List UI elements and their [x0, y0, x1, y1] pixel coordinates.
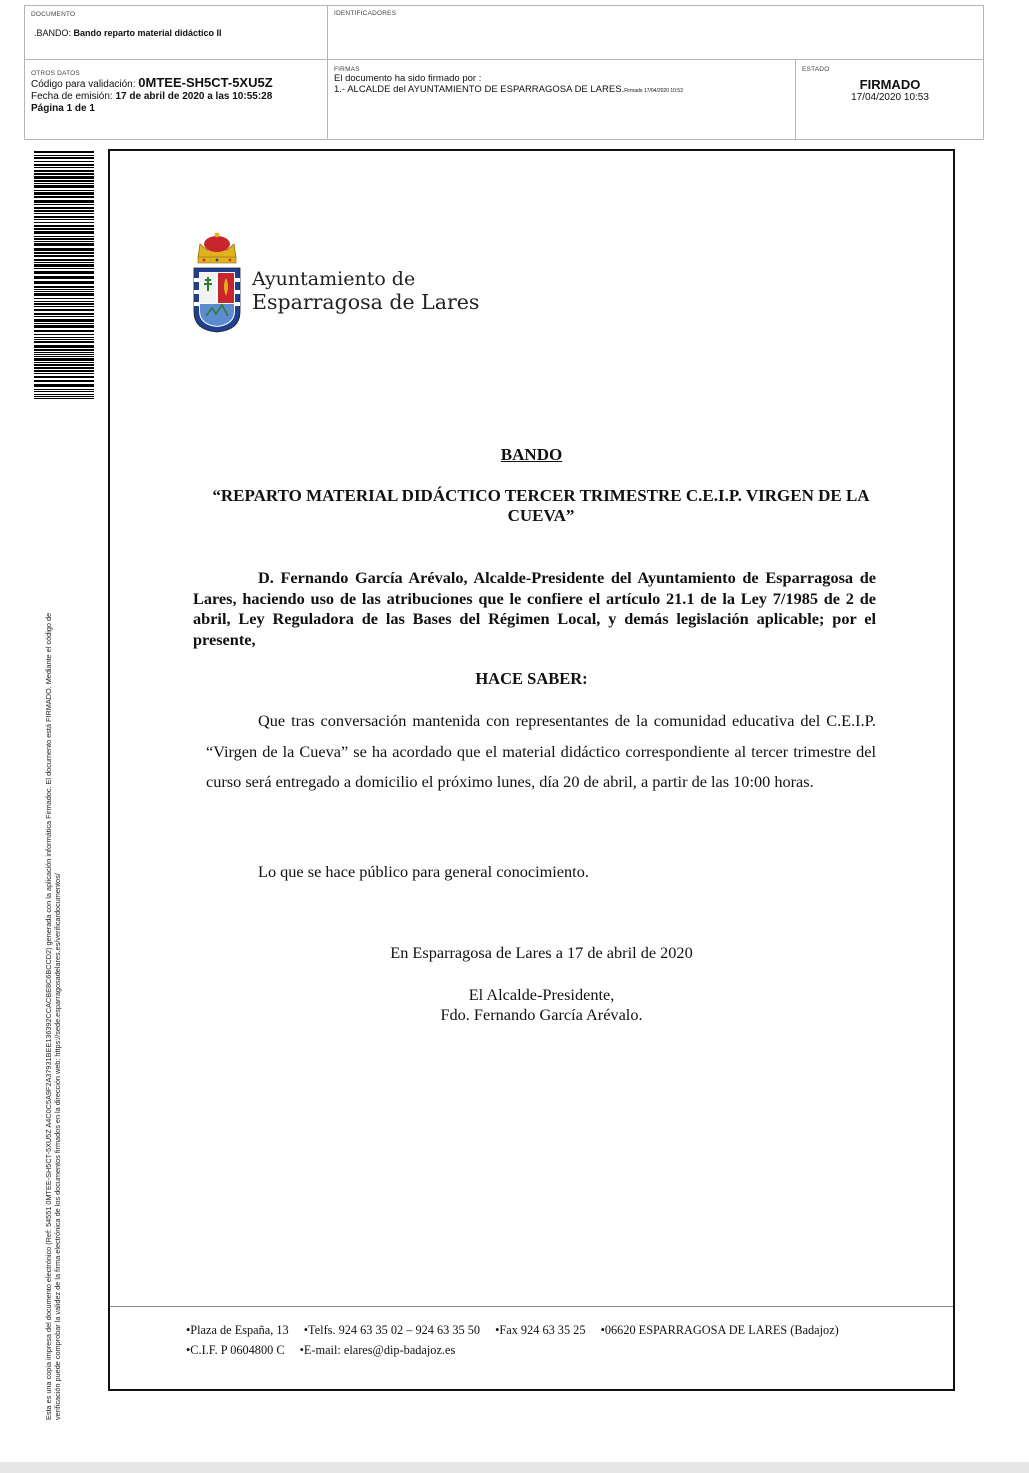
barcode-bar	[34, 185, 94, 188]
barcode-bar	[34, 389, 94, 390]
documento-title	[34, 28, 321, 38]
letterhead-line1: Ayuntamiento de	[252, 268, 416, 290]
firmado-timestamp: Firmado 17/04/2020 10:53	[624, 88, 683, 94]
barcode-bar	[34, 183, 94, 184]
barcode-bar	[34, 231, 94, 234]
barcode-bar	[34, 241, 94, 242]
estado-cell	[796, 60, 984, 140]
barcode-bar	[34, 207, 94, 209]
otros-datos-label: OTROS DATOS	[31, 70, 80, 77]
barcode-bar	[34, 157, 94, 159]
barcode-bar	[34, 151, 94, 153]
barcode-bar	[34, 396, 94, 397]
bando-subject: “REPARTO MATERIAL DIDÁCTICO TERCER TRIMESTRE C.E.I.P. VIRGEN DE LA CUEVA”	[212, 486, 870, 525]
place-date-line: En Esparragosa de Lares a 17 de abril de 2020	[390, 943, 693, 962]
barcode-bar	[34, 196, 94, 198]
barcode-bar	[34, 370, 94, 372]
barcode-bar	[34, 243, 94, 246]
firmas-line1: El documento ha sido firmado por :	[334, 73, 482, 84]
barcode-bar	[34, 219, 94, 220]
barcode-bar	[34, 352, 94, 353]
barcode-bar	[34, 164, 94, 166]
footer-fax: •Fax 924 63 35 25	[495, 1323, 586, 1337]
barcode-bar	[34, 303, 94, 305]
footer-postal: •06620 ESPARRAGOSA DE LARES (Badajoz)	[600, 1323, 839, 1337]
documento-name: Bando reparto material didáctico II	[73, 28, 222, 38]
barcode-bar	[34, 293, 94, 296]
barcode-bar	[34, 330, 94, 332]
side-text-line2: verificación puede comprobar la validez de la firma electrónica de los documentos firmados en la dirección web: https://sede.esparragosadelares.es/verificardocumentos/	[53, 873, 62, 1420]
barcode-bar	[34, 204, 94, 205]
barcode-bar	[34, 190, 94, 191]
barcode-bar	[34, 306, 94, 307]
barcode-bar	[34, 398, 94, 399]
footer-email: •E-mail: elares@dip-badajoz.es	[299, 1343, 456, 1357]
barcode	[34, 151, 94, 399]
signature-title: El Alcalde-Presidente,	[468, 985, 615, 1004]
documento-cell	[25, 6, 328, 60]
barcode-bar	[34, 301, 94, 302]
barcode-bar	[34, 319, 94, 322]
documento-prefix: .BANDO:	[34, 28, 74, 38]
barcode-bar	[34, 255, 94, 257]
barcode-bar	[34, 276, 94, 279]
barcode-bar	[34, 236, 94, 237]
barcode-bar	[34, 345, 94, 348]
barcode-bar	[34, 362, 94, 363]
barcode-bar	[34, 173, 94, 175]
codigo-validacion	[31, 77, 321, 91]
footer-line2	[186, 1340, 851, 1360]
barcode-bar	[34, 316, 94, 317]
footer-address: •Plaza de España, 13	[186, 1323, 289, 1337]
coat-of-arms-icon	[190, 232, 244, 334]
hace-saber-heading: HACE SABER:	[475, 669, 588, 688]
barcode-bar	[34, 180, 94, 182]
barcode-bar	[34, 313, 94, 315]
barcode-bar	[34, 155, 94, 156]
footer-line1	[186, 1320, 851, 1340]
codigo-label: Código para validación:	[31, 79, 139, 90]
firmante: 1.- ALCALDE del AYUNTAMIENTO DE ESPARRAGOSA DE LARES.	[334, 84, 625, 95]
barcode-bar	[34, 337, 94, 338]
documento-label: DOCUMENTO	[31, 11, 76, 18]
codigo-value: 0MTEE-SH5CT-5XU5Z	[138, 75, 273, 90]
estado-label: ESTADO	[802, 66, 830, 73]
barcode-bar	[34, 259, 94, 261]
fecha-label: Fecha de emisión:	[31, 91, 116, 102]
barcode-bar	[34, 210, 94, 212]
barcode-bar	[34, 291, 94, 292]
otros-datos-cell	[25, 60, 328, 140]
barcode-bar	[34, 281, 94, 284]
barcode-bar	[34, 225, 94, 227]
barcode-bar	[34, 262, 94, 263]
barcode-bar	[34, 286, 94, 288]
body-paragraph: Que tras conversación mantenida con representantes de la comunidad educativa del C.E.I.P. “Virgen de la Cueva” se ha acordado que el material didáctico correspondiente al tercer trimestre del curso será entregado a domicilio el próximo lunes, día 20 de abril, a partir de las 10:00 horas.	[206, 711, 876, 792]
barcode-bar	[34, 216, 94, 218]
barcode-bar	[34, 298, 94, 299]
fecha-emision	[31, 91, 321, 103]
barcode-bar	[34, 228, 94, 230]
barcode-bar	[34, 341, 94, 343]
barcode-bar	[34, 248, 94, 251]
barcode-bar	[34, 213, 94, 214]
barcode-bar	[34, 391, 94, 392]
footer-contact	[186, 1320, 851, 1360]
barcode-bar	[34, 170, 94, 172]
firmas-label: FIRMAS	[334, 66, 360, 73]
barcode-bar	[34, 356, 94, 357]
publico-line: Lo que se hace público para general conocimiento.	[258, 862, 589, 881]
barcode-bar	[34, 192, 94, 195]
barcode-bar	[34, 161, 94, 162]
barcode-bar	[34, 394, 94, 395]
barcode-bar	[34, 309, 94, 311]
barcode-bar	[34, 176, 94, 179]
identificadores-label: IDENTIFICADORES	[334, 10, 397, 17]
barcode-bar	[34, 268, 94, 269]
identificadores-cell	[328, 6, 983, 60]
barcode-bar	[34, 349, 94, 351]
barcode-bar	[34, 373, 94, 374]
barcode-bar	[34, 384, 94, 387]
pagina-count: Página 1 de 1	[31, 103, 95, 114]
footer-cif: •C.I.F. P 0604800 C	[186, 1343, 285, 1357]
side-text-line1: Esta es una copia impresa del documento electrónico (Ref: 54551 0MTEE-SH5CT-5XU5Z A4C0C5A9F2A37931BEE136392CCACBE8C6BCCD2) generada con la aplicación informática Firmadoc. El documento está FIRMADO. Mediante el código de	[44, 612, 53, 1420]
estado-date: 17/04/2020 10:53	[851, 92, 929, 103]
barcode-bar	[34, 289, 94, 290]
barcode-bar	[34, 325, 94, 328]
barcode-bar	[34, 200, 94, 203]
intro-paragraph: D. Fernando García Arévalo, Alcalde-Presidente del Ayuntamiento de Esparragosa de Lares, haciendo uso de las atribuciones que le confiere el artículo 21.1 de la Ley 7/1985 de 2 de abril, Ley Reguladora de las Bases del Régimen Local, y demás legislación aplicable; por el presente,	[193, 568, 876, 649]
bando-heading: BANDO	[500, 445, 563, 464]
letterhead	[252, 268, 479, 314]
barcode-bar	[34, 222, 94, 223]
barcode-bar	[34, 376, 94, 378]
barcode-bar	[34, 367, 94, 369]
footer-divider	[110, 1306, 953, 1307]
page-bottom-edge	[0, 1462, 1029, 1473]
barcode-bar	[34, 354, 94, 355]
firmas-cell	[328, 60, 796, 140]
barcode-bar	[34, 364, 94, 366]
barcode-bar	[34, 380, 94, 382]
fecha-value: 17 de abril de 2020 a las 10:55:28	[115, 91, 273, 102]
barcode-bar	[34, 252, 94, 254]
footer-phones: •Telfs. 924 63 35 02 – 924 63 35 50	[303, 1323, 481, 1337]
barcode-bar	[34, 358, 94, 361]
barcode-bar	[34, 271, 94, 274]
barcode-bar	[34, 264, 94, 267]
barcode-bar	[34, 339, 94, 340]
barcode-bar	[34, 238, 94, 240]
firmas-line2	[334, 84, 789, 97]
signature-block	[108, 985, 975, 1025]
verification-side-text	[44, 440, 62, 1420]
barcode-bar	[34, 323, 94, 324]
letterhead-line2: Esparragosa de Lares	[252, 290, 480, 314]
barcode-bar	[34, 334, 94, 335]
document-metadata-header	[24, 5, 984, 140]
estado-value: FIRMADO	[859, 77, 921, 92]
barcode-bar	[34, 167, 94, 168]
signature-name: Fdo. Fernando García Arévalo.	[440, 1005, 643, 1024]
